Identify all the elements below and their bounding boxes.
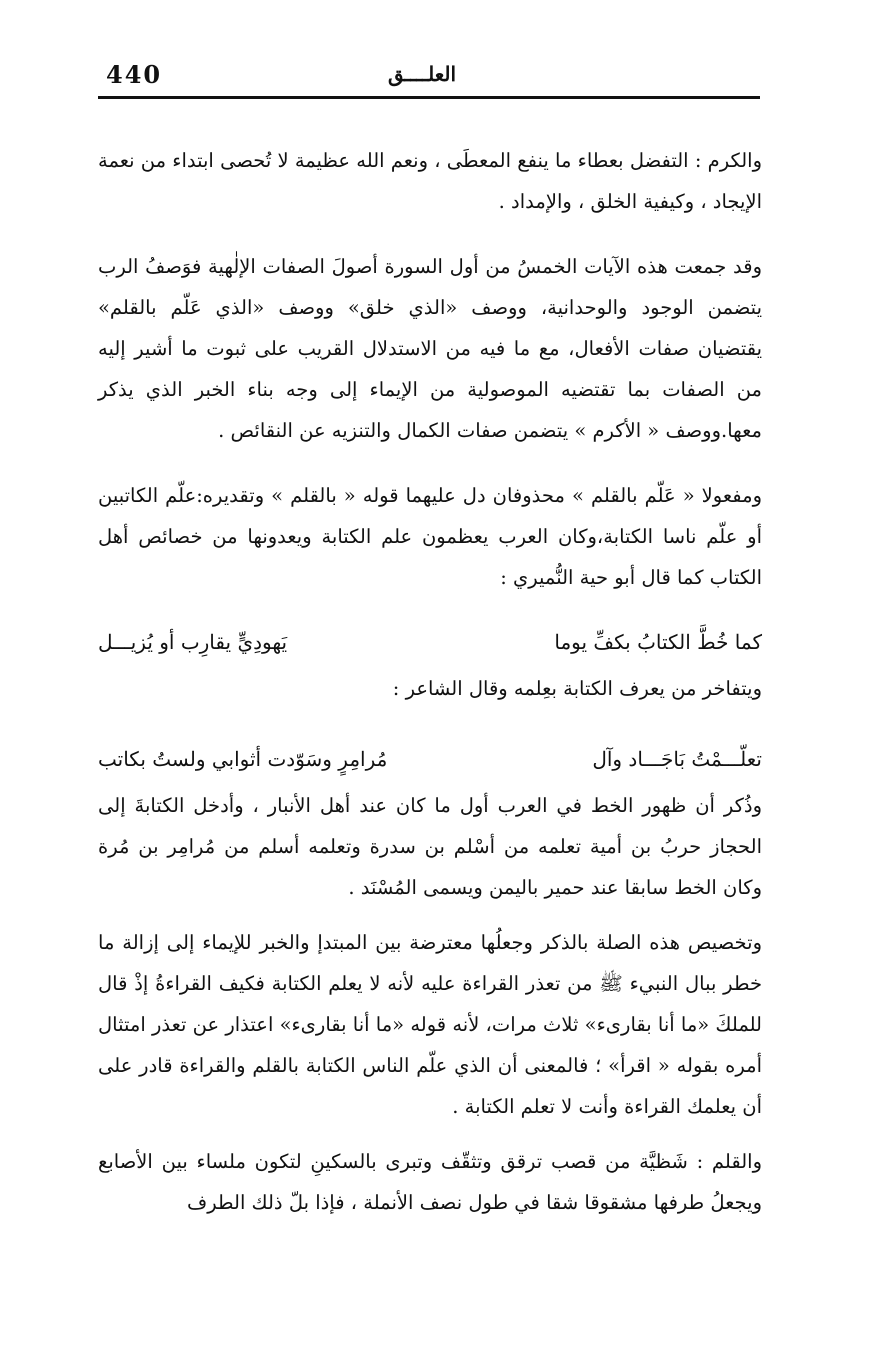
paragraph-poet-intro: ويتفاخر من يعرف الكتابة بعِلمه وقال الشاعر : — [392, 677, 762, 700]
running-title: العلــــق — [388, 62, 457, 86]
page-header — [98, 58, 760, 99]
page-body — [98, 140, 762, 1237]
paragraph-karam: والكرم : التفضل بعطاء ما ينفع المعطَى ، ونعم الله عظيمة لا تُحصى ابتداء من نعمة الإيجاد ، وكيفية الخلق ، والإمداد . — [98, 149, 762, 213]
page-number: 440 — [106, 60, 163, 89]
verse-1-second-hemistich: يَهودِيٍّ يقارِب أو يُزيـــل — [98, 630, 288, 654]
poem-verse-1 — [98, 622, 762, 662]
verse-2-second-hemistich: مُرامِرٍ وسَوّدت أثوابي ولستُ بكاتب — [98, 747, 388, 771]
paragraph-attributes: وقد جمعت هذه الآيات الخمسُ من أول السورة أصولَ الصفات الإلٰهية فوَصفُ الرب يتضمن الوجود والوحدانية، ووصف «الذي خلق» ووصف «الذي عَلّم بالقلم» يقتضيان صفات الأفعال، مع ما فيه من الاستدلال القريب على ثبوت ما أشير إليه من الصفات بما تقتضيه الموصولية من الإيماء إلى وجه بناء الخبر الذي يذكر معها.ووصف « الأكرم » يتضمن صفات الكمال والتنزيه عن النقائص . — [98, 255, 762, 442]
paragraph-qalam: والقلم : شَظيَّة من قصب ترقق وتثقّف وتبرى بالسكينِ لتكون ملساء بين الأصابع ويجعلُ طرفها مشقوقا شقا في طول نصف الأنملة ، فإذا بلّ ذلك الطرف — [98, 1150, 762, 1214]
poem-verse-2 — [98, 739, 762, 779]
paragraph-specification: وتخصيص هذه الصلة بالذكر وجعلُها معترضة بين المبتدإ والخبر للإيماء إلى إزالة ما خطر ببال النبيء ﷺ من تعذر القراءة عليه لأنه لا يعلم الكتابة فكيف القراءةُ إذْ قال للملكَ «ما أنا بقارىء» ثلاث مرات، لأنه قوله «ما أنا بقارىء» اعتذار عن تعذر امتثال أمره بقوله « اقرأ» ؛ فالمعنى أن الذي علّم الناس الكتابة بالقلم والقراءة قادر على أن يعلمك القراءة وأنت لا تعلم الكتابة . — [98, 931, 762, 1118]
verse-1-first-hemistich: كما خُطَّ الكتابُ بكفِّ يوما — [554, 630, 762, 654]
verse-2-first-hemistich: تعلّـــمْتُ بَاجَـــاد وآل — [592, 747, 762, 771]
paragraph-writing-history: وذُكر أن ظهور الخط في العرب أول ما كان عند أهل الأنبار ، وأدخل الكتابةَ إلى الحجاز حربُ بن أمية تعلمه من أسْلم بن سدرة وتعلمه أسلم من مُرامِر بن مُرة وكان الخط سابقا عند حمير باليمن ويسمى المُسْنَد . — [98, 794, 762, 899]
paragraph-object: ومفعولا « عَلّم بالقلم » محذوفان دل عليهما قوله « بالقلم » وتقديره:علّم الكاتبين أو علّم ناسا الكتابة،وكان العرب يعظمون علم الكتابة ويعدونها من خصائص أهل الكتاب كما قال أبو حية النُّميري : — [98, 484, 762, 589]
